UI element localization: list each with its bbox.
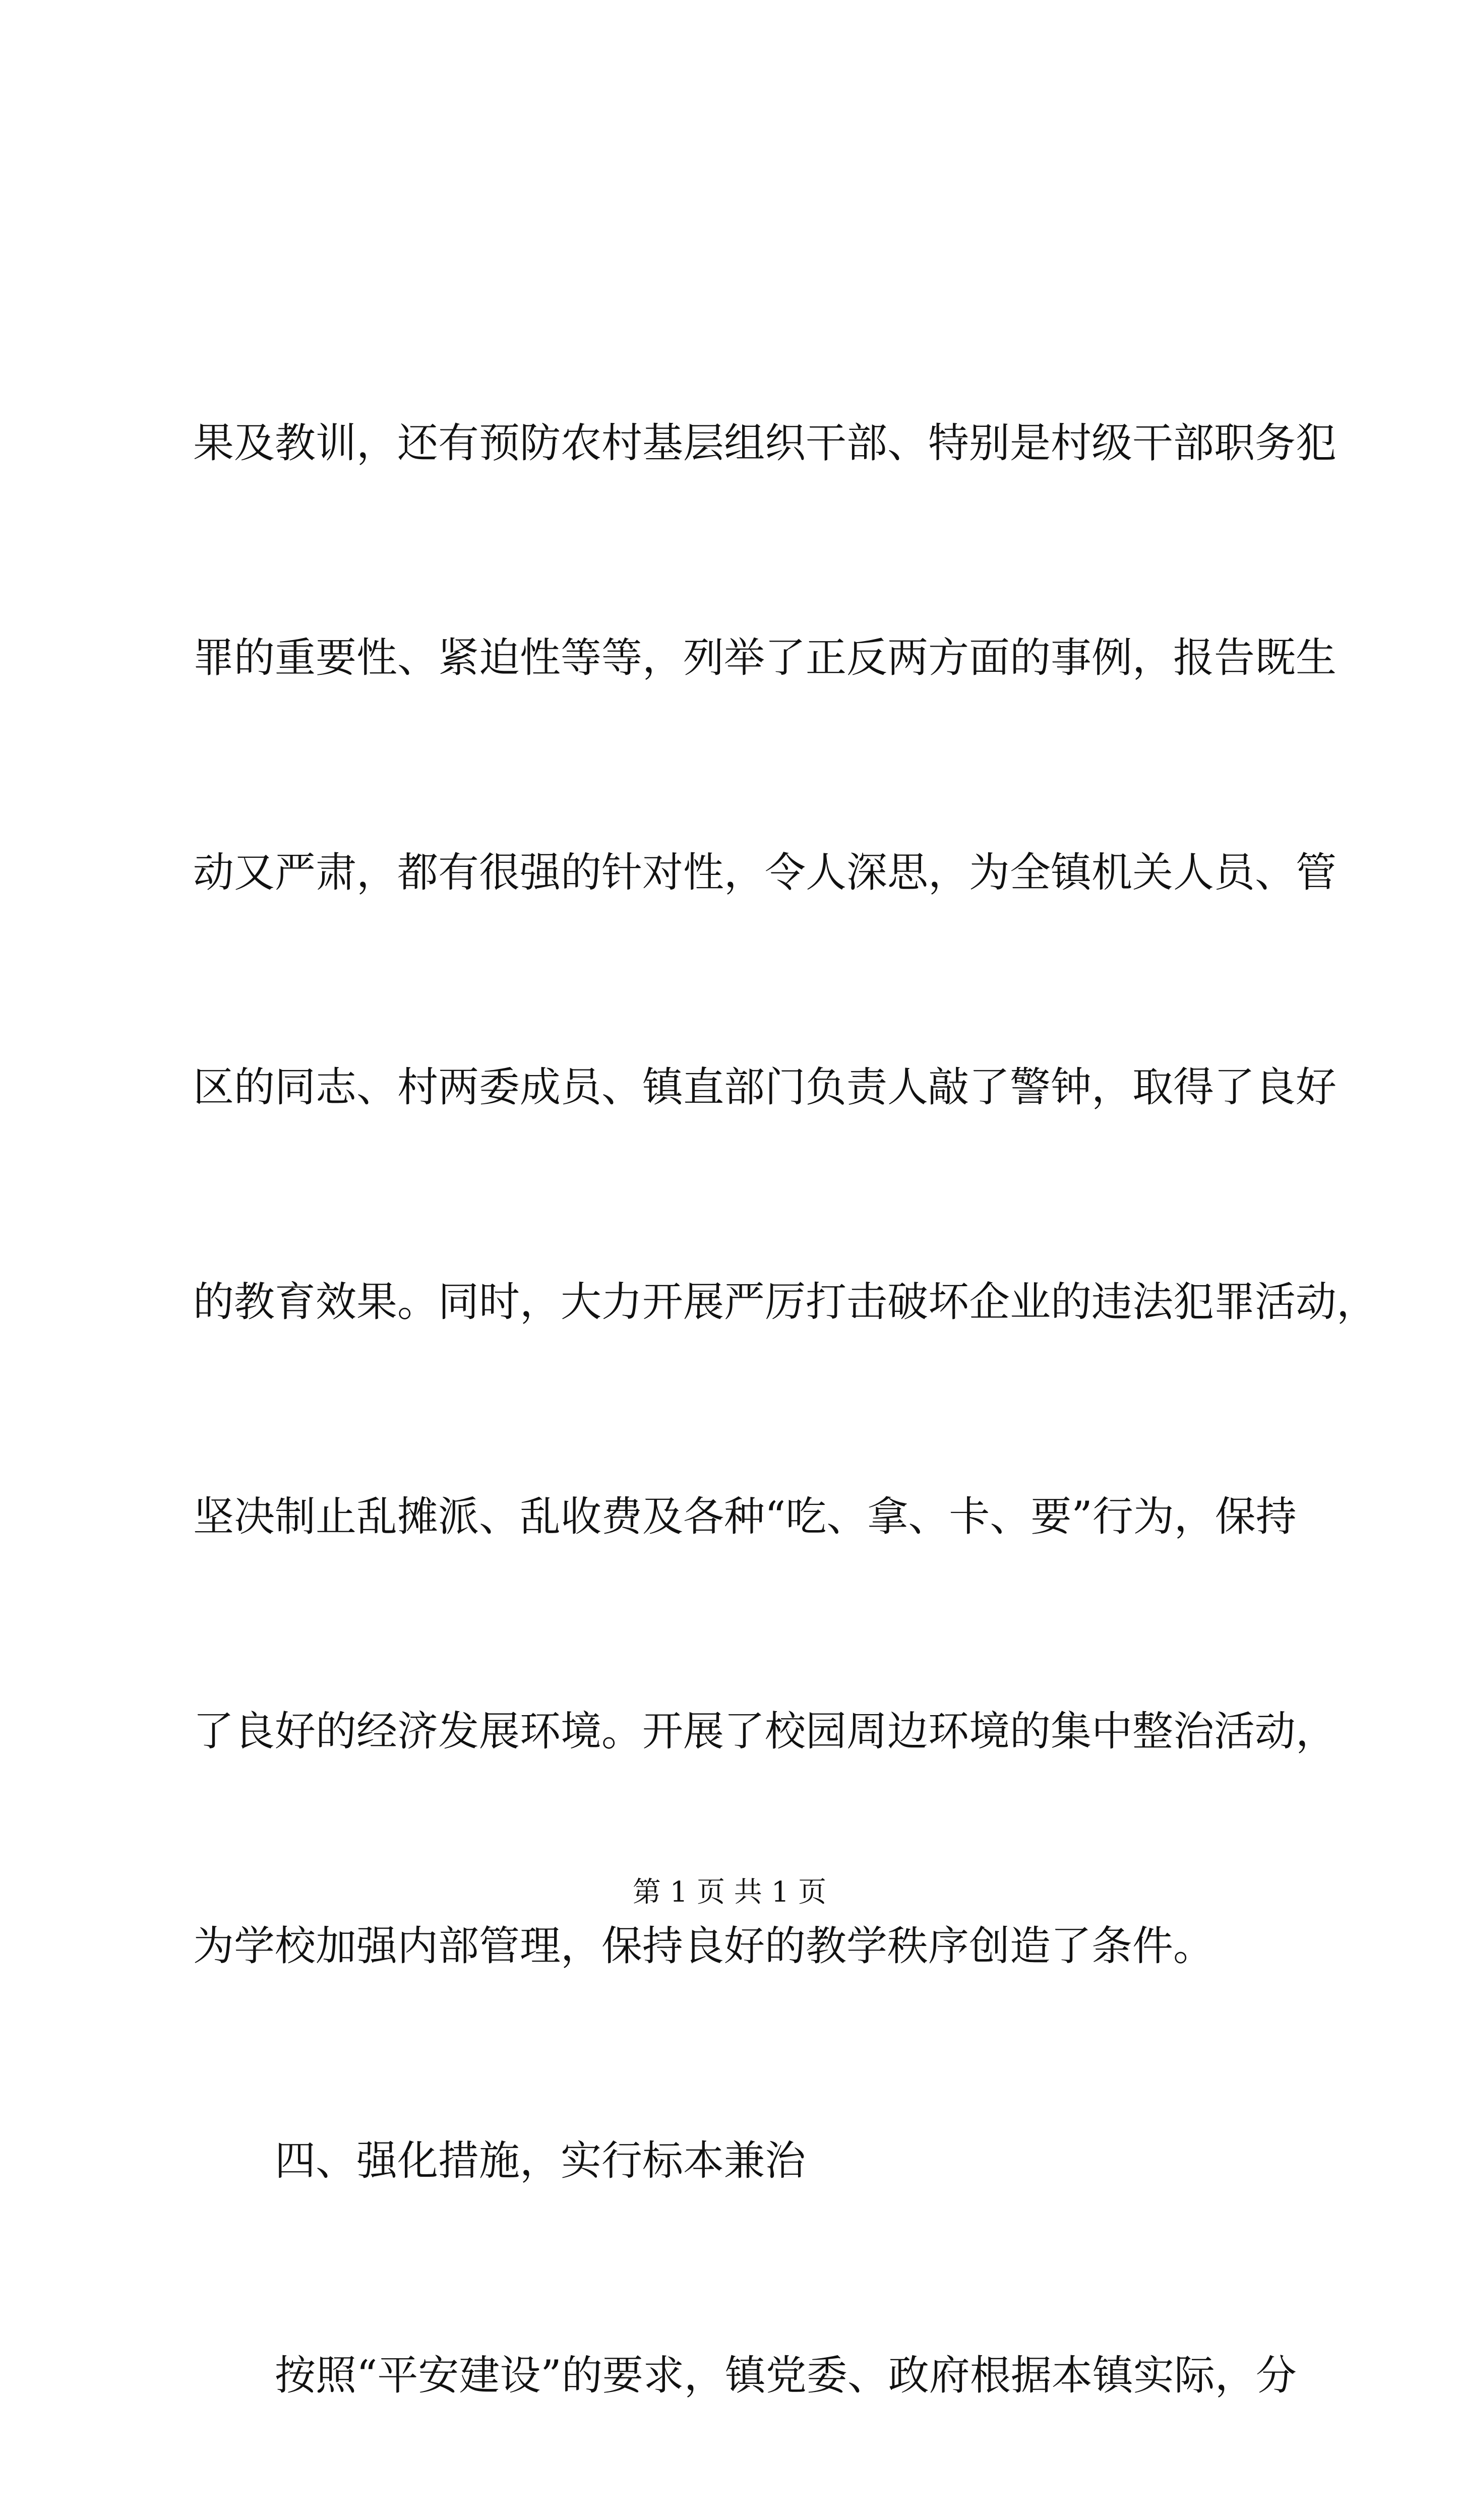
text-line: 罪的重要性、紧迫性等等，列举了正反两方面的事例，报告既生 xyxy=(193,635,1337,682)
text-line: 区的同志、村两委成员、镇直部门负责人敲了警钟，取得了良好 xyxy=(193,1064,1337,1111)
section-heading: 四、强化措施，实行标本兼治 xyxy=(275,2137,806,2185)
text-line: 的教育效果。同时，大力开展严厉打击破坏企业的违法犯罪活动， xyxy=(193,1279,1378,1326)
text-line: 坚决制止乱摊派、乱收费及各种“吃、拿、卡、要”行为，保持 xyxy=(193,1493,1297,1541)
paragraph-start-line: 按照“平安建设”的要求，镇党委、政府根据本镇实际，分 xyxy=(275,2352,1297,2400)
text-line: 了良好的经济发展环境。开展了校园周边环境的集中整治活动， xyxy=(193,1708,1337,1755)
text-line: 果及教训，还有预防农村基层组织干部、特别是村级干部职务犯 xyxy=(193,420,1337,467)
text-line: 动又严肃，都有很强的针对性，令人深思，为全镇机关人员、管 xyxy=(193,849,1337,897)
body-text xyxy=(193,265,1459,2520)
page-footer: 第 1 页 共 1 页 xyxy=(632,1876,827,1909)
text-line: 为学校加强内部管理，保持良好的教学秩序创造了条件。 xyxy=(193,1923,1214,1970)
